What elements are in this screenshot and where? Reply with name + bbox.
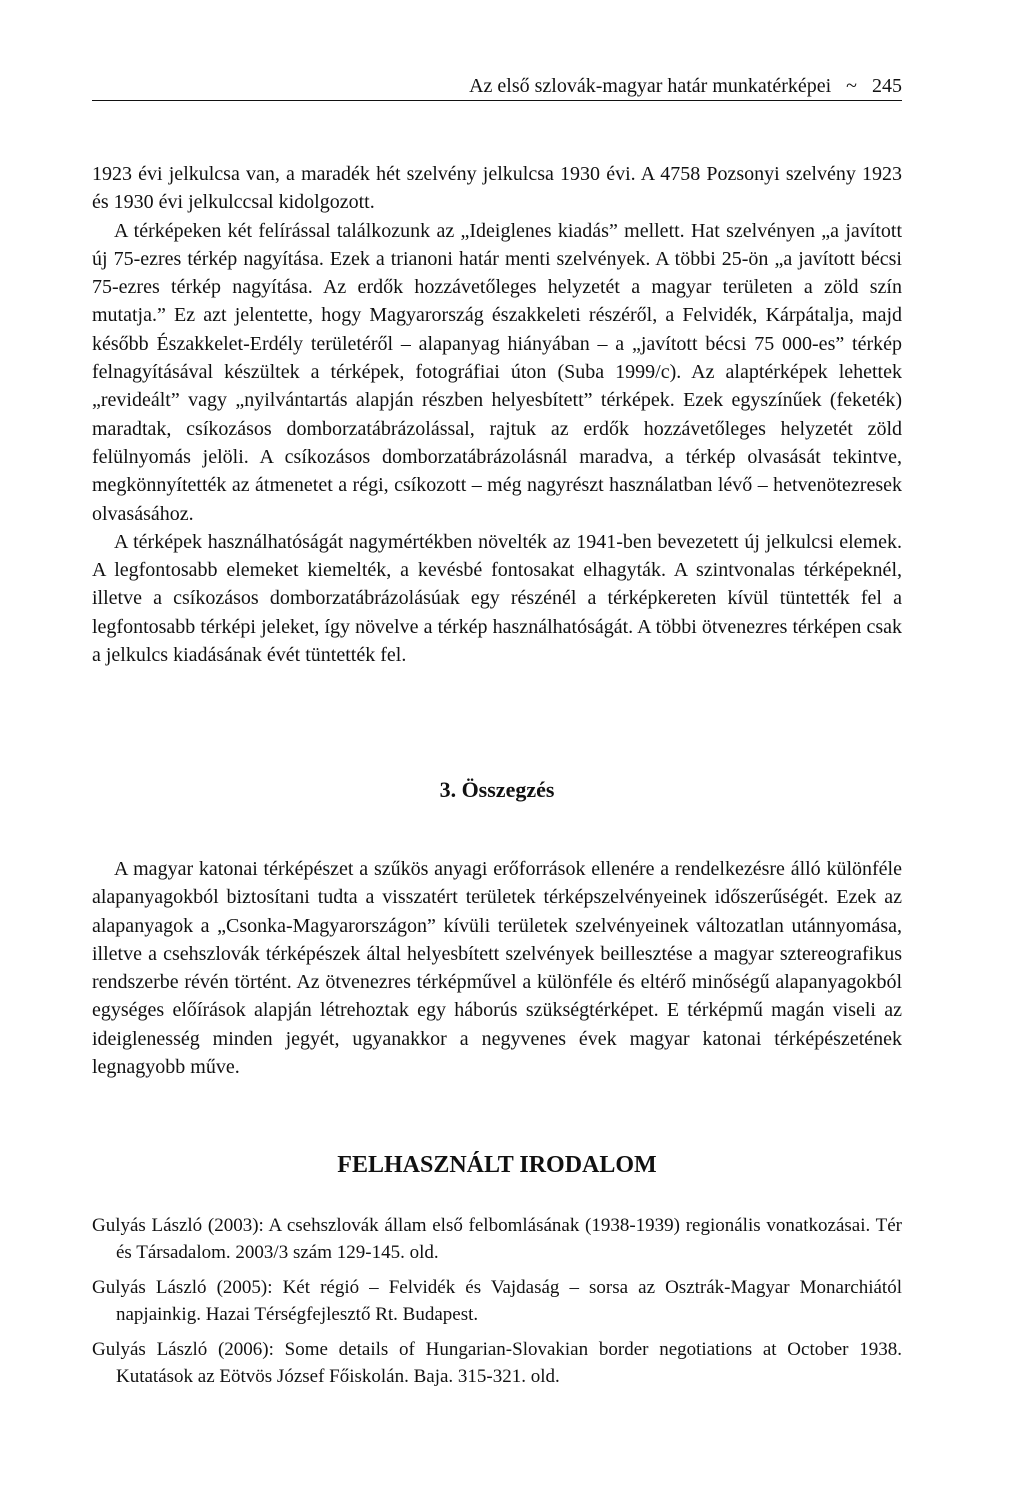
running-title: Az első szlovák-magyar határ munkatérképei <box>469 75 832 97</box>
summary-paragraph: A magyar katonai térképészet a szűkös anyagi erőforrások ellenére a rendelkezésre álló különféle alapanyagokból biztosítani tudta a visszatért területek térképszelvényeinek időszerűségét. Ezek az alapanyagok a „Csonka-Magyarországon” kívüli területek szelvényeinek változatlan utánnyomása, illetve a csehszlovák térképészek által helyesbített szelvények beillesztése a magyar sztereografikus rendszerbe révén történt. Az ötvenezres térképművel a különféle és eltérő minőségű alapanyagokból egységes előírások alapján létrehoztak egy háborús szükségtérképet. E térképmű magán viseli az ideiglenesség minden jegyét, ugyanakkor a negyvenes évek magyar katonai térképészetének legnagyobb műve. <box>92 858 902 1079</box>
paragraph: A térképek használhatóságát nagymértékben növelték az 1941-ben bevezetett új jelkulcsi elemek. A legfontosabb elemeket kiemelték, a kevésbé fontosakat elhagyták. A szintvonalas térképeknél, illetve a csíkozásos domborzatábrázolásúak egy részénél a térképkereten kívül tüntették fel a legfontosabb térképi jeleket, így növelve a térkép használhatóságát. A többi ötvenezres térképen csak a jelkulcs kiadásának évét tüntették fel. <box>92 530 902 667</box>
references-list <box>92 1212 902 1398</box>
running-header <box>92 74 902 101</box>
paragraph: 1923 évi jelkulcsa van, a maradék hét szelvény jelkulcsa 1930 évi. A 4758 Pozsonyi szelvény 1923 és 1930 évi jelkulccsal kidolgozott. <box>92 163 902 214</box>
body-text <box>92 160 902 669</box>
reference-item: Gulyás László (2005): Két régió – Felvidék és Vajdaság – sorsa az Osztrák-Magyar Monarchiától napjainkig. Hazai Térségfejlesztő Rt. Budapest. <box>92 1277 902 1325</box>
paragraph: A térképeken két felírással találkozunk az „Ideiglenes kiadás” mellett. Hat szelvényen „a javított új 75-ezres térkép nagyítása. Ezek a trianoni határ menti szelvények. A többi 25-ön „a javított bécsi 75-ezres térkép nagyítása. Az erdők hozzávetőleges helyzetét a magyar területen a zöld szín mutatja.” Ez azt jelentette, hogy Magyarország északkeleti részéről, a Felvidék, Kárpátalja, majd később Északkelet-Erdély területéről – alapanyag hiányában – a „javított bécsi 75 000-es” térkép felnagyításával készültek a térképek, fotográfiai úton (Suba 1999/c). Az alaptérképek lehettek „revideált” vagy „nyilvántartás alapján részben helyesbített” térképek. Ezek egyszínűek (feketék) maradtak, csíkozásos domborzatábrázolással, rajtuk az erdők hozzávetőleges helyzetét zöld felülnyomás jelöli. A csíkozásos domborzatábrázolásnál maradva, a térkép olvasását tekintve, megkönnyítették az átmenetet a régi, csíkozott – még nagyrészt használatban lévő – hetvenötezresek olvasásához. <box>92 219 902 525</box>
section-title: 3. Összegzés <box>439 777 555 802</box>
header-separator: ~ <box>846 75 857 97</box>
references-title: FELHASZNÁLT IRODALOM <box>337 1152 657 1178</box>
reference-item: Gulyás László (2006): Some details of Hungarian-Slovakian border negotiations at October 1938. Kutatások az Eötvös József Főiskolán. Baja. 315-321. old. <box>92 1339 902 1387</box>
page-number: 245 <box>872 75 902 97</box>
reference-item: Gulyás László (2003): A csehszlovák állam első felbomlásának (1938-1939) regionális vonatkozásai. Tér és Társadalom. 2003/3 szám 129-145. old. <box>92 1215 902 1263</box>
